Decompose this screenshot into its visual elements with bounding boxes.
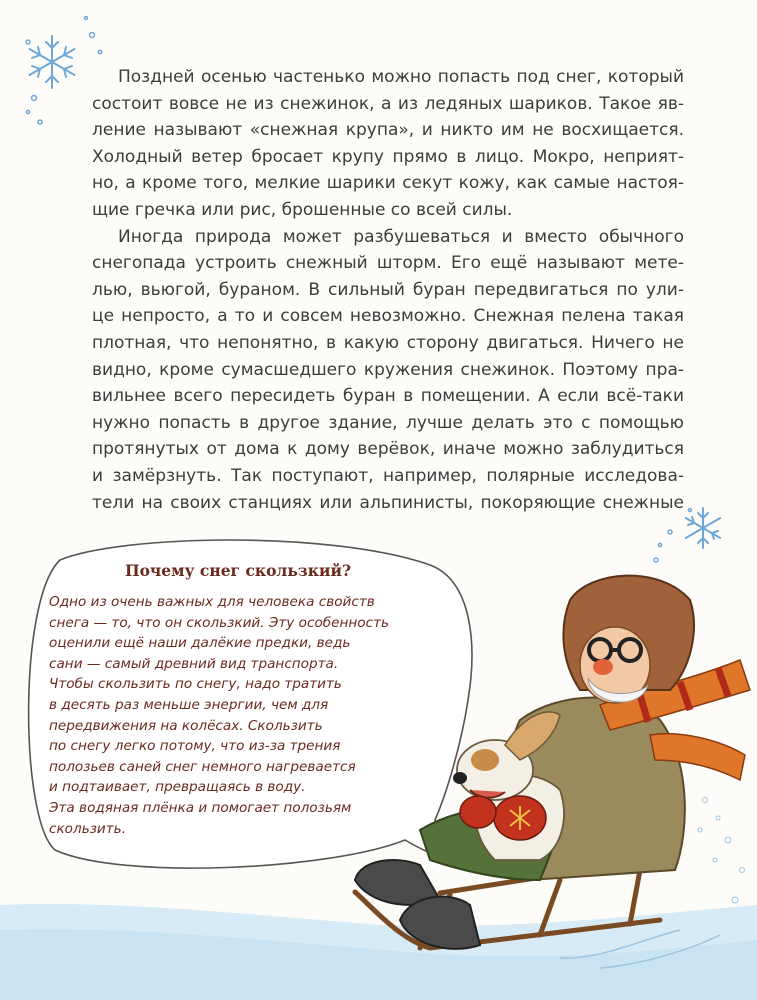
bubble-line: по снегу легко потому, что из-за трения xyxy=(49,738,341,755)
text-line: протянутых от дома к дому верёвок, иначе можно заблудиться xyxy=(92,439,684,460)
bubble-line: Одно из очень важных для человека свойств xyxy=(49,594,375,610)
bubble-line: Чтобы скользить по снегу, надо тратить xyxy=(49,676,342,693)
dog-nose xyxy=(453,772,467,784)
bubble-line: и подтаивает, превращаясь в воду. xyxy=(49,779,306,796)
mitten xyxy=(460,796,496,828)
bubble-line: в десять раз меньше энергии, чем для xyxy=(49,696,329,713)
main-article-text xyxy=(92,64,684,516)
text-line: лью, вьюгой, бураном. В сильный буран передвигаться по ули- xyxy=(92,279,684,300)
text-line: видно, кроме сумасшедшего кружения снежинок. Поэтому пра- xyxy=(92,359,684,380)
bubble-line: снега — то, что он скользкий. Эту особенность xyxy=(49,614,390,631)
snowflake-icon xyxy=(30,36,75,88)
text-line: нужно попасть в другое здание, лучше делать это с помощью xyxy=(92,412,684,433)
bubble-line: Эта водяная плёнка и помогает полозьям xyxy=(49,799,352,816)
man-nose xyxy=(593,659,613,675)
text-line: и замёрзнуть. Так поступают, например, полярные исследова- xyxy=(92,465,684,486)
bubble-line: скользить. xyxy=(49,820,127,837)
text-line: состоит вовсе не из снежинок, а из ледяных шариков. Такое яв- xyxy=(92,93,684,114)
text-line: но, а кроме того, мелкие шарики секут кожу, как самые настоя- xyxy=(92,173,684,194)
text-line: щие гречка или рис, брошенные со всей силы. xyxy=(92,199,513,220)
bubble-line: сани — самый древний вид транспорта. xyxy=(49,655,339,672)
snowflake-icon xyxy=(686,508,721,548)
text-line: Поздней осенью частенько можно попасть под снег, который xyxy=(118,67,684,87)
snow-spray xyxy=(698,798,745,904)
bubble-line: передвижения на колёсах. Скользить xyxy=(49,717,323,734)
text-line: снегопада устроить снежный шторм. Его ещё называют мете- xyxy=(92,253,684,274)
text-line: це непросто, а то и совсем невозможно. Снежная пелена такая xyxy=(92,306,684,327)
snow-dots xyxy=(654,509,692,563)
text-line: Иногда природа может разбушеваться и вместо обычного xyxy=(118,226,684,247)
bubble-title: Почему снег скользкий? xyxy=(124,561,352,580)
bubble-line: полозьев саней снег немного нагревается xyxy=(49,758,356,775)
text-line: вильнее всего пересидеть буран в помещении. А если всё-таки xyxy=(92,386,684,407)
bubble-text xyxy=(49,592,409,839)
text-line: плотная, что непонятно, в какую сторону двигаться. Ничего не xyxy=(92,332,684,353)
bubble-line: оценили ещё наши далёкие предки, ведь xyxy=(49,635,351,652)
text-line: тели на своих станциях или альпинисты, покоряющие снежные xyxy=(92,492,684,513)
dog-patch xyxy=(471,749,499,771)
text-line: Холодный ветер бросает крупу прямо в лицо. Мокро, неприят- xyxy=(92,146,684,167)
text-line: ление называют «снежная крупа», и никто им не восхищается. xyxy=(92,120,684,141)
